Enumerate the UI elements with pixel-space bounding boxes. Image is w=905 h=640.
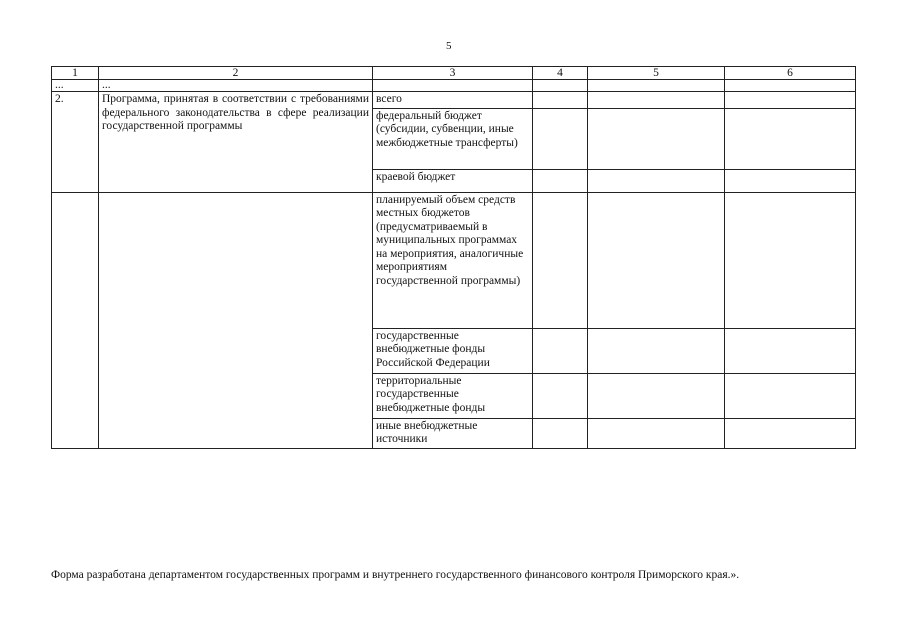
table-row xyxy=(52,92,856,109)
column-header: 5 xyxy=(588,67,725,80)
source-local-budgets: планируемый объем средств местных бюджетов (предусматриваемый в муниципальных программах на мероприятия, аналогичные мероприятиям государственной программы) xyxy=(373,192,533,328)
source-territorial-funds: территориальные государственные внебюджетные фонды xyxy=(373,373,533,418)
footer-note: Форма разработана департаментом государственных программ и внутреннего государственного финансового контроля Приморского края.». xyxy=(51,569,740,581)
budget-table xyxy=(51,66,856,449)
row-number: 2. xyxy=(52,92,99,193)
ellipsis-cell: ... xyxy=(99,80,373,92)
column-header: 4 xyxy=(533,67,588,80)
source-state-extrabudgetary-funds: государственные внебюджетные фонды Российской Федерации xyxy=(373,328,533,373)
source-total: всего xyxy=(373,92,533,109)
column-header: 2 xyxy=(99,67,373,80)
ellipsis-cell: ... xyxy=(52,80,99,92)
column-header: 6 xyxy=(725,67,856,80)
source-regional-budget: краевой бюджет xyxy=(373,169,533,192)
program-description: Программа, принятая в соответствии с требованиями федерального законодательства в сфере реализации государственной программы xyxy=(99,92,373,193)
table-row xyxy=(52,192,856,328)
column-header: 3 xyxy=(373,67,533,80)
page-number: 5 xyxy=(446,40,452,52)
source-federal-budget: федеральный бюджет (субсидии, субвенции, иные межбюджетные трансферты) xyxy=(373,108,533,169)
source-other: иные внебюджетные источники xyxy=(373,418,533,448)
table-header-row xyxy=(52,67,856,80)
ellipsis-row xyxy=(52,80,856,92)
column-header: 1 xyxy=(52,67,99,80)
